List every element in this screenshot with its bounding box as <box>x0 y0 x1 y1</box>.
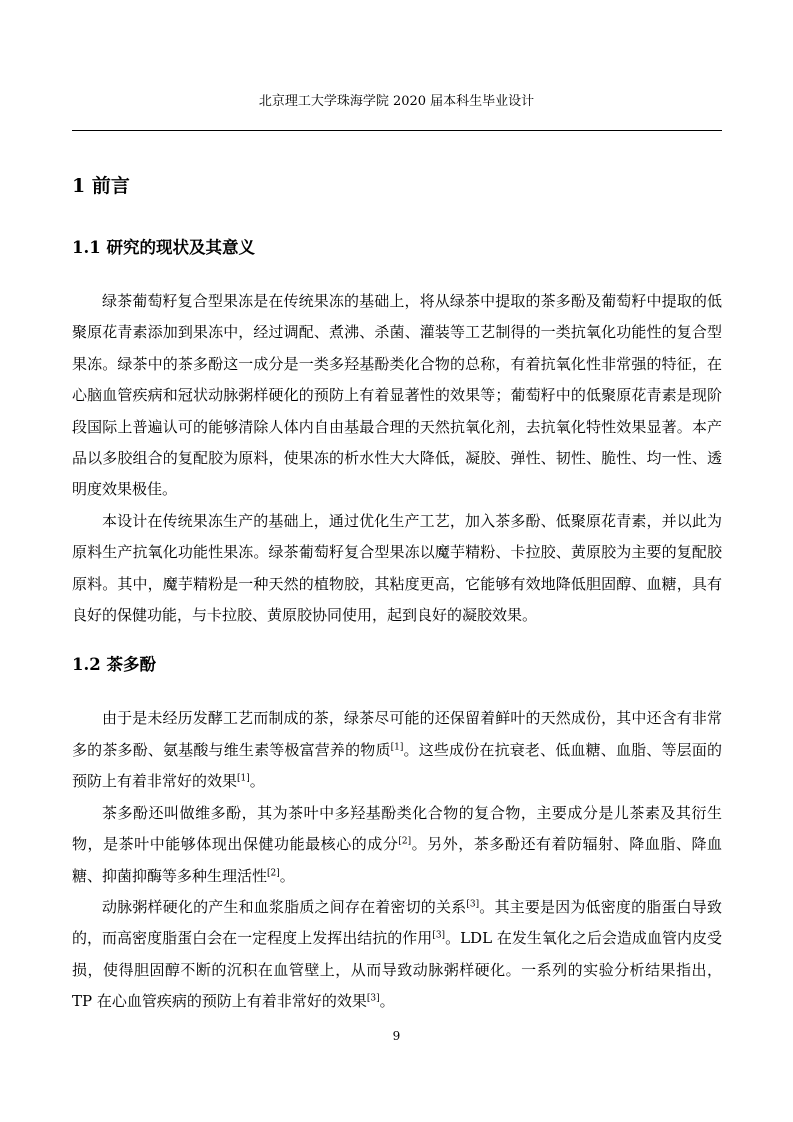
text-run: 。其主要是因为低密度的脂蛋白导致的，而高密度脂蛋白会在一定程度上发挥出结抗的作用 <box>72 897 722 948</box>
citation: [3] <box>432 930 446 941</box>
section-1-2-title: 1.2 茶多酚 <box>72 655 156 675</box>
text-run: 。LDL 在发生氧化之后会造成血管内皮受损，使得胆固醇不断的沉积在血管壁上，从而导致动脉粥样硬化。一系列的实验分析结果指出，TP 在心血管疾病的预防上有着非常好的效果 <box>72 929 722 1011</box>
citation: [1] <box>390 742 404 753</box>
section-1-2-paragraph-3 <box>72 892 722 1018</box>
running-header: 北京理工大学珠海学院 2020 届本科生毕业设计 <box>258 94 535 109</box>
section-1-1-title: 1.1 研究的现状及其意义 <box>72 238 255 257</box>
text-run: 。 <box>379 992 395 1011</box>
text-run: 。这些成份在抗衰老、低血糖、血脂、等层面的预防上有着非常好的效果 <box>72 740 722 791</box>
header-rule <box>72 130 722 131</box>
citation: [3] <box>466 899 480 910</box>
page-number: 9 <box>392 1029 401 1043</box>
section-1-1-paragraph-1: 绿茶葡萄籽复合型果冻是在传统果冻的基础上，将从绿茶中提取的茶多酚及葡萄籽中提取的低聚原花青素添加到果冻中，经过调配、煮沸、杀菌、灌装等工艺制得的一类抗氧化功能性的复合型果冻。绿茶中的茶多酚这一成分是一类多羟基酚类化合物的总称，有着抗氧化性非常强的特征，在心脑血管疾病和冠状动脉粥样硬化的预防上有着显著性的效果等；葡萄籽中的低聚原花青素是现阶段国际上普遍认可的能够清除人体内自由基最合理的天然抗氧化剂，去抗氧化特性效果显著。本产品以多胶组合的复配胶为原料，使果冻的析水性大大降低，凝胶、弹性、韧性、脆性、均一性、透明度效果极佳。 <box>72 292 722 499</box>
citation: [2] <box>267 868 280 879</box>
text-run: 。 <box>279 866 295 885</box>
citation: [1] <box>237 773 250 784</box>
text-run: 。 <box>249 772 265 791</box>
text-run: 由于是未经历发酵工艺而制成的茶，绿茶尽可能的还保留着鲜叶的天然成份，其中还含有非常多的茶多酚、氨基酸与维生素等极富营养的物质 <box>72 709 722 759</box>
section-1-2-paragraph-2 <box>72 798 722 892</box>
citation: [3] <box>366 993 380 1004</box>
text-run: 。另外，茶多酚还有着防辐射、降血脂、降血糖、抑菌抑酶等多种生理活性 <box>72 835 722 885</box>
text-run: 动脉粥样硬化的产生和血浆脂质之间存在着密切的关系 <box>102 897 467 916</box>
section-1-2-paragraph-1 <box>72 703 722 797</box>
page-content <box>72 170 722 1018</box>
section-1-1-paragraph-2: 本设计在传统果冻生产的基础上，通过优化生产工艺，加入茶多酚、低聚原花青素，并以此为原料生产抗氧化功能性果冻。绿茶葡萄籽复合型果冻以魔芋精粉、卡拉胶、黄原胶为主要的复配胶原料。其中，魔芋精粉是一种天然的植物胶，其粘度更高，它能够有效地降低胆固醇、血糖，具有良好的保健功能，与卡拉胶、黄原胶协同使用，起到良好的凝胶效果。 <box>72 511 722 625</box>
chapter-title: 1 前言 <box>72 175 130 197</box>
citation: [2] <box>398 836 412 847</box>
text-run: 茶多酚还叫做维多酚，其为茶叶中多羟基酚类化合物的复合物，主要成分是儿茶素及其衍生物，是茶叶中能够体现出保健功能最核心的成分 <box>72 803 722 854</box>
